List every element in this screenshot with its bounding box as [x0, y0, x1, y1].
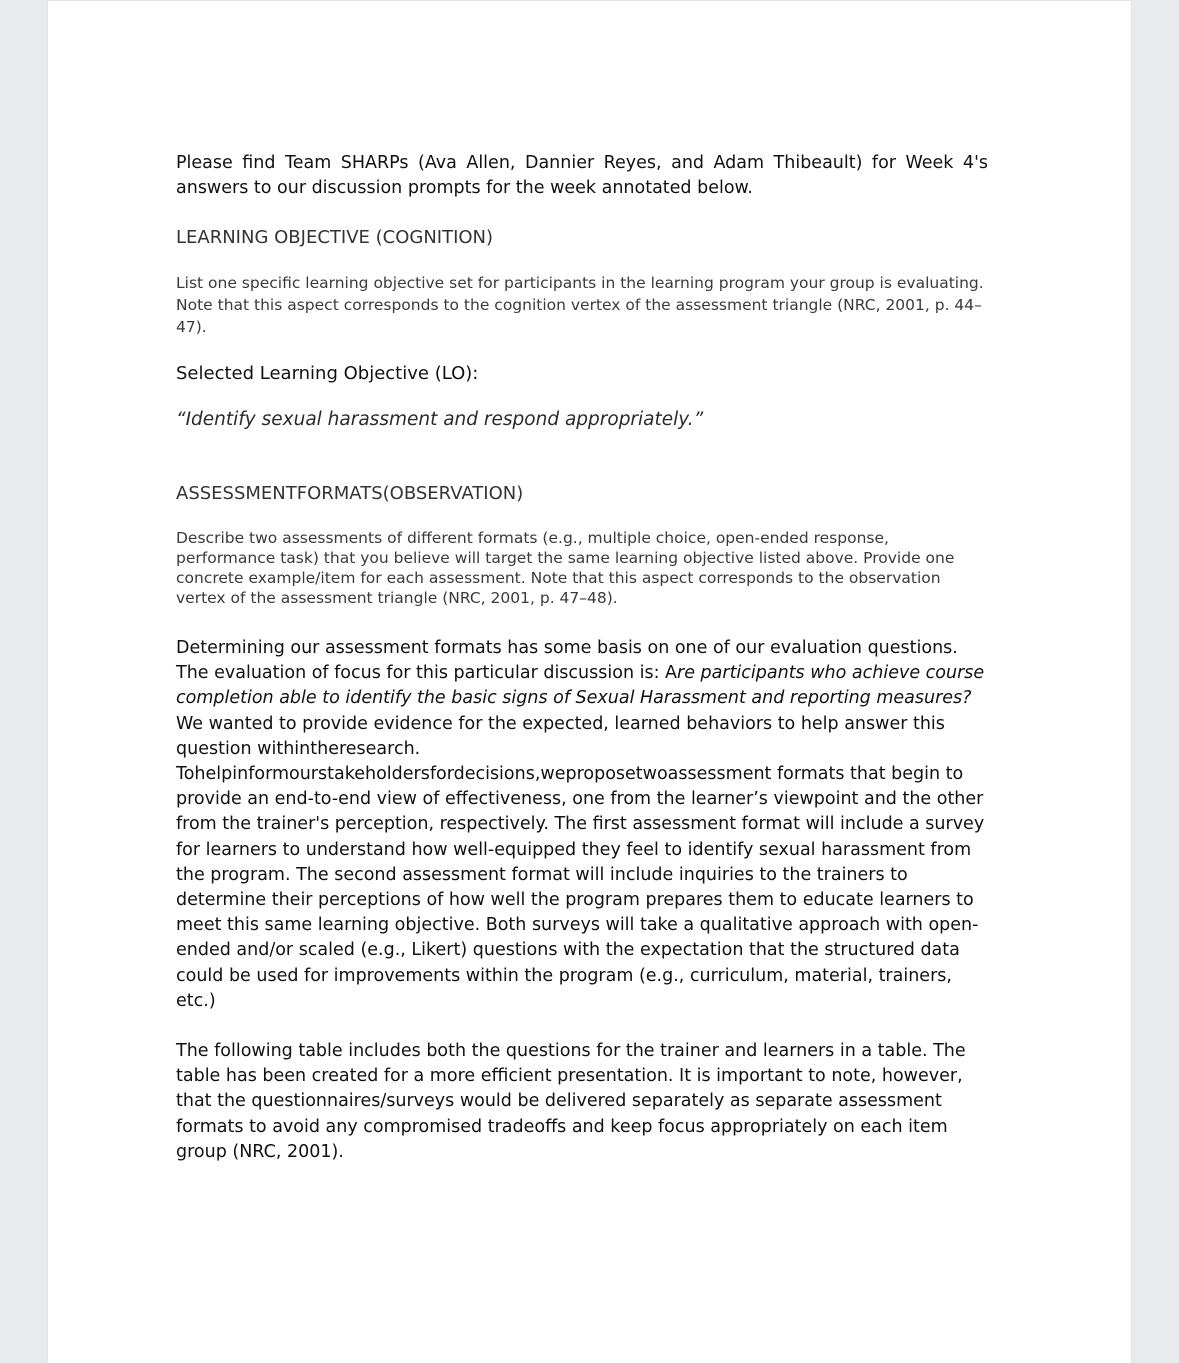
paragraph-text-start: Determining our assessment formats has some basis on one of our evaluation questions. The evaluation of focus for this particular discussion is: A [176, 638, 958, 684]
assessment-formats-prompt: Describe two assessments of different formats (e.g., multiple choice, open-ended response, performance task) that you believe will target the same learning objective listed above. Provide one concrete example/item for each assessment. Note that this aspect corresponds to the observation vertex of the assessment triangle (NRC, 2001, p. 47–48). [176, 529, 955, 607]
selected-lo-label: Selected Learning Objective (LO): [176, 363, 479, 384]
section-heading-learning-objective: LEARNING OBJECTIVE (COGNITION) [176, 227, 494, 248]
document-page [48, 1, 1131, 1363]
assessment-discussion-paragraph [176, 636, 988, 1014]
learning-objective-prompt: List one specific learning objective set for participants in the learning program your group is evaluating. Note that this aspect corresponds to the cognition vertex of the assessment triangle (NRC, 2001, p. 44–47). [176, 274, 984, 336]
page-content [176, 151, 988, 1190]
section-heading-assessment-formats: ASSESSMENTFORMATS(OBSERVATION) [176, 483, 524, 504]
table-intro-paragraph: The following table includes both the questions for the trainer and learners in a table. The table has been created for a more efficient presentation. It is important to note, however, that the questionnaires/surveys would be delivered separately as separate assessment formats to avoid any compromised tradeoffs and keep focus appropriately on each item group (NRC, 2001). [176, 1041, 966, 1162]
intro-paragraph: Please find Team SHARPs (Ava Allen, Dannier Reyes, and Adam Thibeault) for Week 4's answers to our discussion prompts for the week annotated below. [176, 153, 988, 198]
paragraph-text-end: We wanted to provide evidence for the expected, learned behaviors to help answer this question withintheresearch. Tohelpinformourstakeholdersfordecisions,weproposetwoassessment formats that begin to provide an end-to-end view of effectiveness, one from the learner’s viewpoint and the other from the trainer's perception, respectively. The first assessment format will include a survey for learners to understand how well-equipped they feel to identify sexual harassment from the program. The second assessment format will include inquiries to the trainers to determine their perceptions of how well the program prepares them to educate learners to meet this same learning objective. Both surveys will take a qualitative approach with open-ended and/or scaled (e.g., Likert) questions with the expectation that the structured data could be used for improvements within the program (e.g., curriculum, material, trainers, etc.) [176, 713, 985, 1011]
evaluation-question-italic: re participants who achieve course completion able to identify the basic signs of Sexual Harassment and reporting measures? [176, 663, 985, 709]
selected-lo-quote: “Identify sexual harassment and respond appropriately.” [176, 409, 704, 430]
